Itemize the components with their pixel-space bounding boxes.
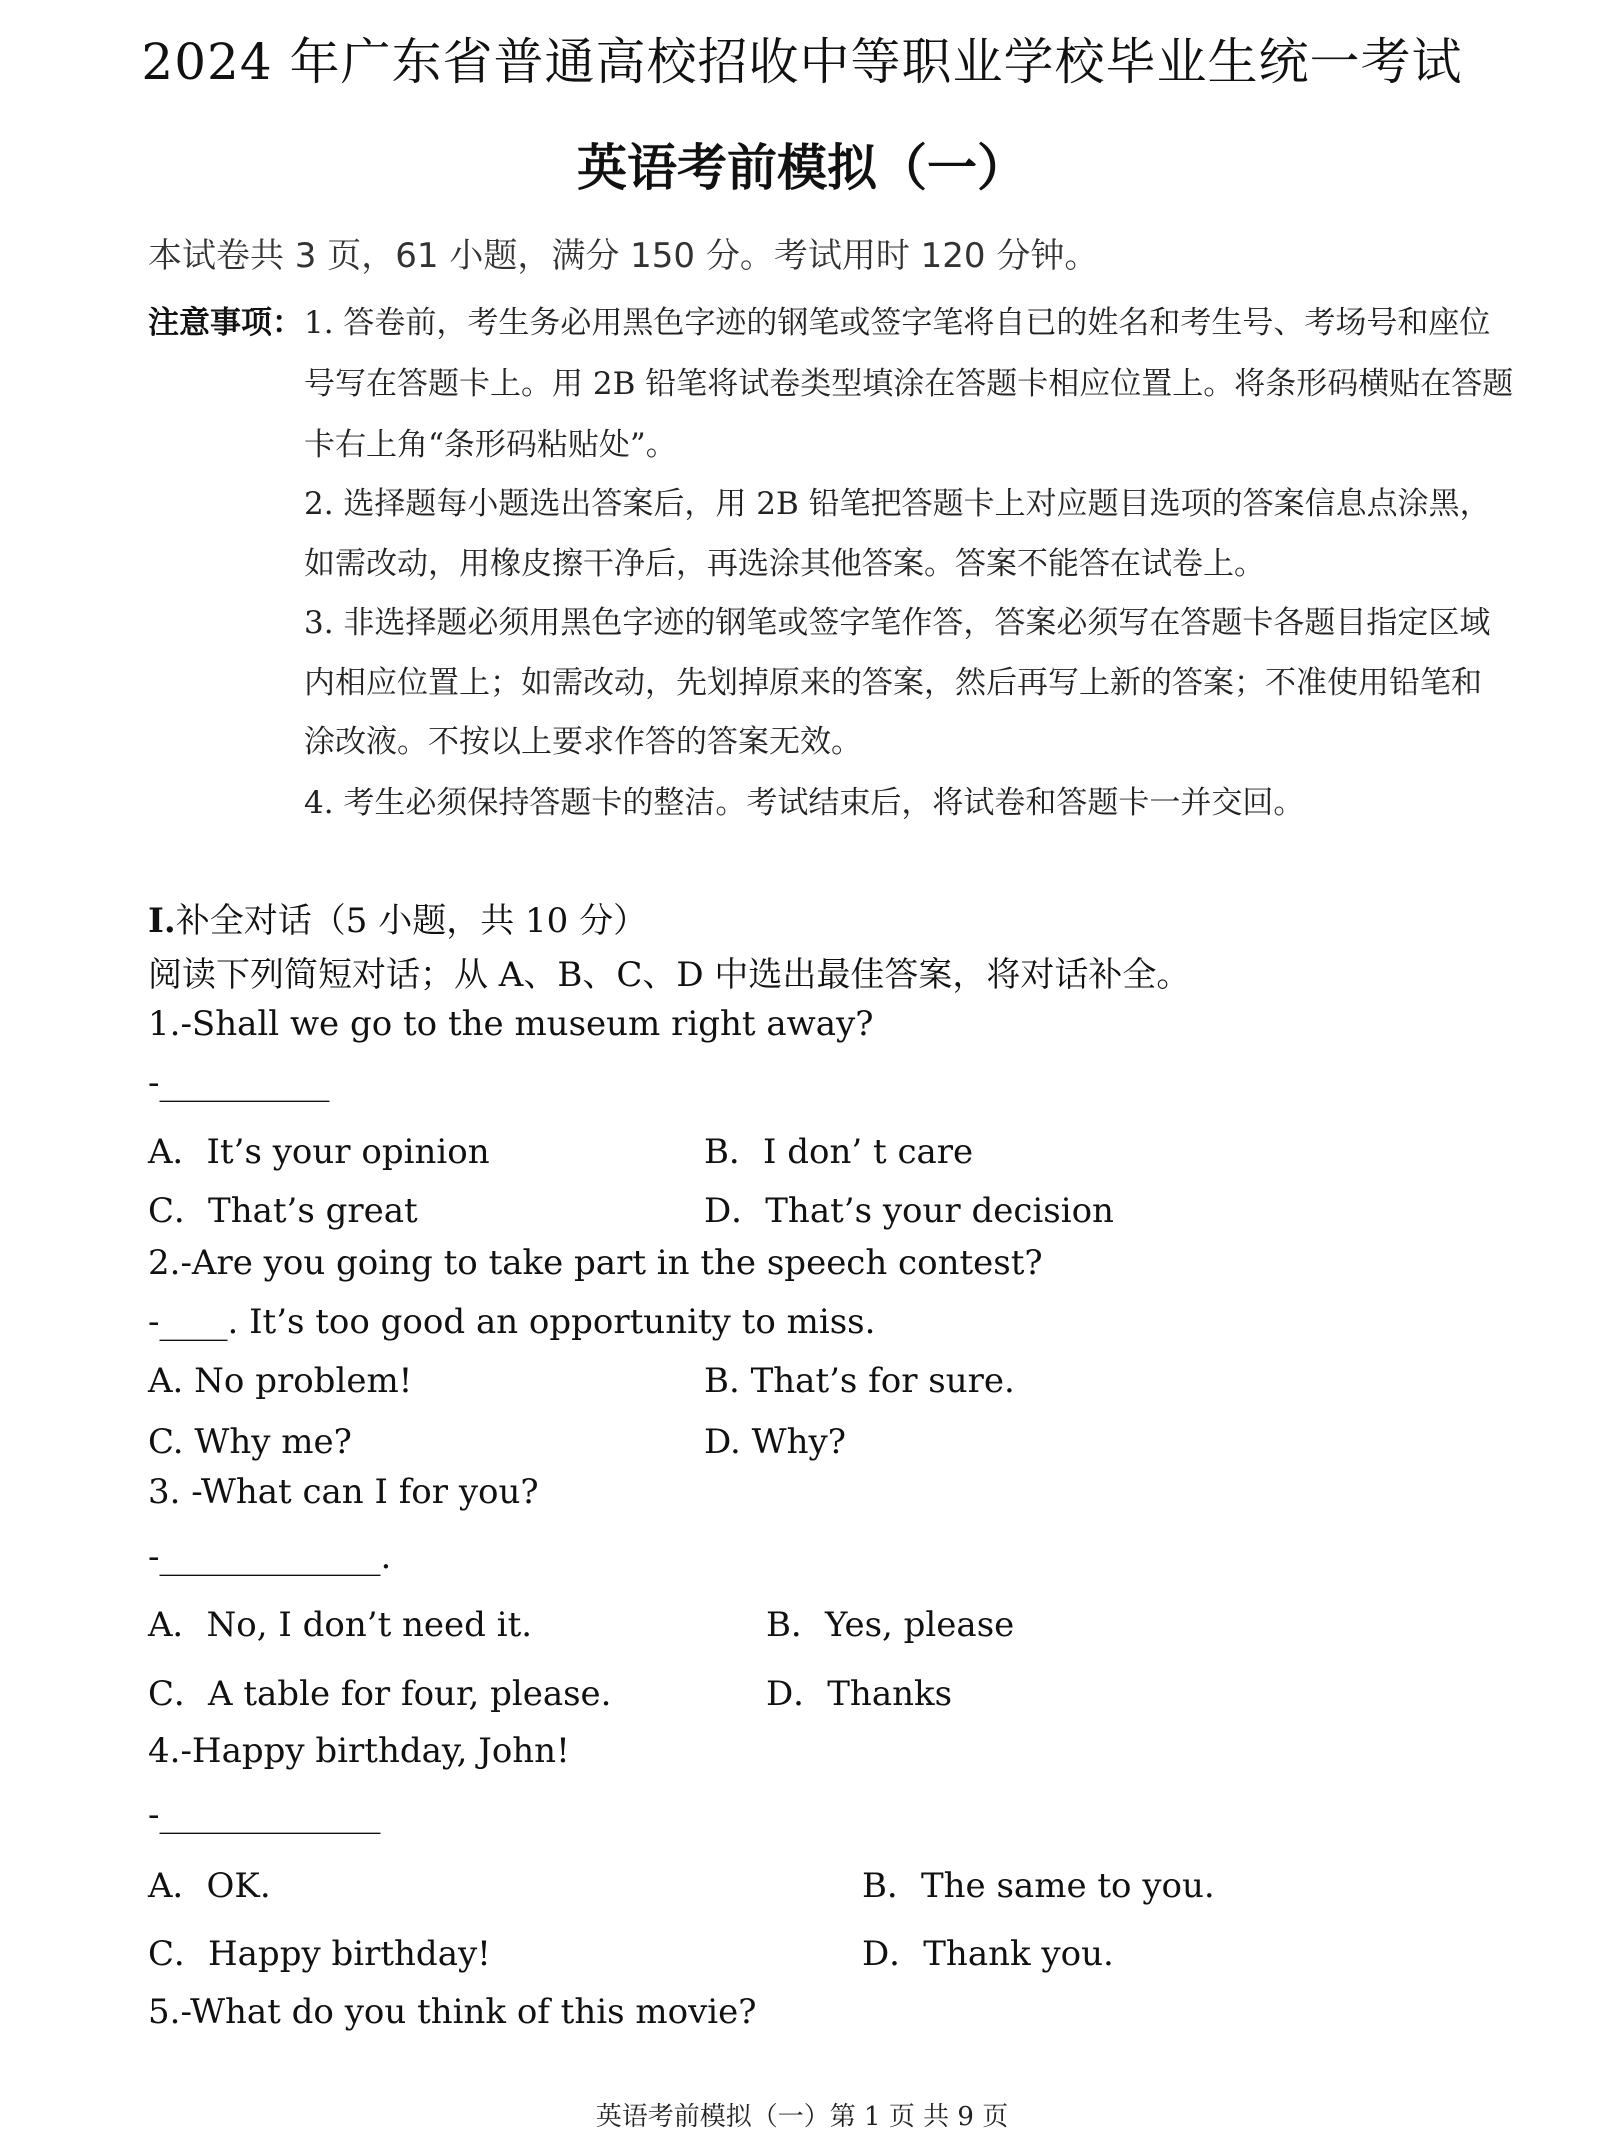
option-b: B．The same to you. bbox=[862, 1866, 1215, 1906]
question-reply-blank: -_____________ bbox=[148, 1795, 381, 1835]
question-reply-blank: -__________ bbox=[148, 1063, 330, 1103]
note-line: 1. 答卷前，考生务必用黑色字迹的钢笔或签字笔将自已的姓名和考生号、考场号和座位 bbox=[304, 305, 1491, 341]
option-c: C．A table for four, please. bbox=[148, 1674, 612, 1714]
exam-intro: 本试卷共 3 页，61 小题，满分 150 分。考试用时 120 分钟。 bbox=[148, 236, 1099, 276]
option-a: A．No, I don’t need it. bbox=[148, 1605, 533, 1645]
note-line: 内相应位置上；如需改动，先划掉原来的答案，然后再写上新的答案；不准使用铅笔和 bbox=[304, 665, 1482, 701]
note-line: 2. 选择题每小题选出答案后，用 2B 铅笔把答题卡上对应题目选项的答案信息点涂黑， bbox=[304, 486, 1491, 522]
question-reply-blank: -_____________. bbox=[148, 1537, 392, 1577]
option-b: B．I don’ t care bbox=[704, 1132, 974, 1172]
question-reply-blank: -____. It’s too good an opportunity to miss. bbox=[148, 1302, 876, 1342]
option-c: C．Happy birthday! bbox=[148, 1934, 491, 1974]
option-d: D. Why? bbox=[704, 1422, 846, 1462]
exam-title: 2024 年广东省普通高校招收中等职业学校毕业生统一考试 bbox=[141, 33, 1463, 91]
section-instruction: 阅读下列简短对话；从 A、B、C、D 中选出最佳答案，将对话补全。 bbox=[148, 955, 1191, 995]
option-c: C．That’s great bbox=[148, 1191, 418, 1231]
option-a: A．It’s your opinion bbox=[148, 1132, 490, 1172]
note-line: 3. 非选择题必须用黑色字迹的钢笔或签字笔作答，答案必须写在答题卡各题目指定区域 bbox=[304, 605, 1491, 641]
option-b: B．Yes, please bbox=[766, 1605, 1015, 1645]
exam-subtitle: 英语考前模拟（一） bbox=[577, 138, 1027, 197]
option-d: D．Thank you. bbox=[862, 1934, 1114, 1974]
section-heading: 补全对话（5 小题，共 10 分） bbox=[175, 901, 648, 941]
section-number: I. bbox=[148, 901, 176, 941]
option-a: A．OK. bbox=[148, 1866, 271, 1906]
option-c: C. Why me? bbox=[148, 1422, 352, 1462]
question-prompt: 4.-Happy birthday, John! bbox=[148, 1731, 570, 1771]
note-line: 如需改动，用橡皮擦干净后，再选涂其他答案。答案不能答在试卷上。 bbox=[304, 546, 1265, 582]
option-a: A. No problem! bbox=[148, 1361, 413, 1401]
note-line: 4. 考生必须保持答题卡的整洁。考试结束后，将试卷和答题卡一并交回。 bbox=[304, 785, 1305, 821]
page-footer: 英语考前模拟（一）第 1 页 共 9 页 bbox=[595, 2102, 1009, 2132]
question-prompt: 1.-Shall we go to the museum right away? bbox=[148, 1004, 874, 1044]
question-prompt: 5.-What do you think of this movie? bbox=[148, 1992, 757, 2032]
note-line: 卡右上角“条形码粘贴处”。 bbox=[304, 427, 677, 463]
section-title bbox=[148, 893, 647, 942]
option-b: B. That’s for sure. bbox=[704, 1361, 1015, 1401]
notes-label: 注意事项： bbox=[148, 305, 303, 341]
option-d: D．That’s your decision bbox=[704, 1191, 1114, 1231]
note-line: 号写在答题卡上。用 2B 铅笔将试卷类型填涂在答题卡相应位置上。将条形码横贴在答题 bbox=[304, 366, 1514, 402]
option-d: D．Thanks bbox=[766, 1674, 953, 1714]
note-line: 涂改液。不按以上要求作答的答案无效。 bbox=[304, 724, 862, 760]
question-prompt: 2.-Are you going to take part in the speech contest? bbox=[148, 1243, 1043, 1283]
question-prompt: 3. -What can I for you? bbox=[148, 1472, 539, 1512]
